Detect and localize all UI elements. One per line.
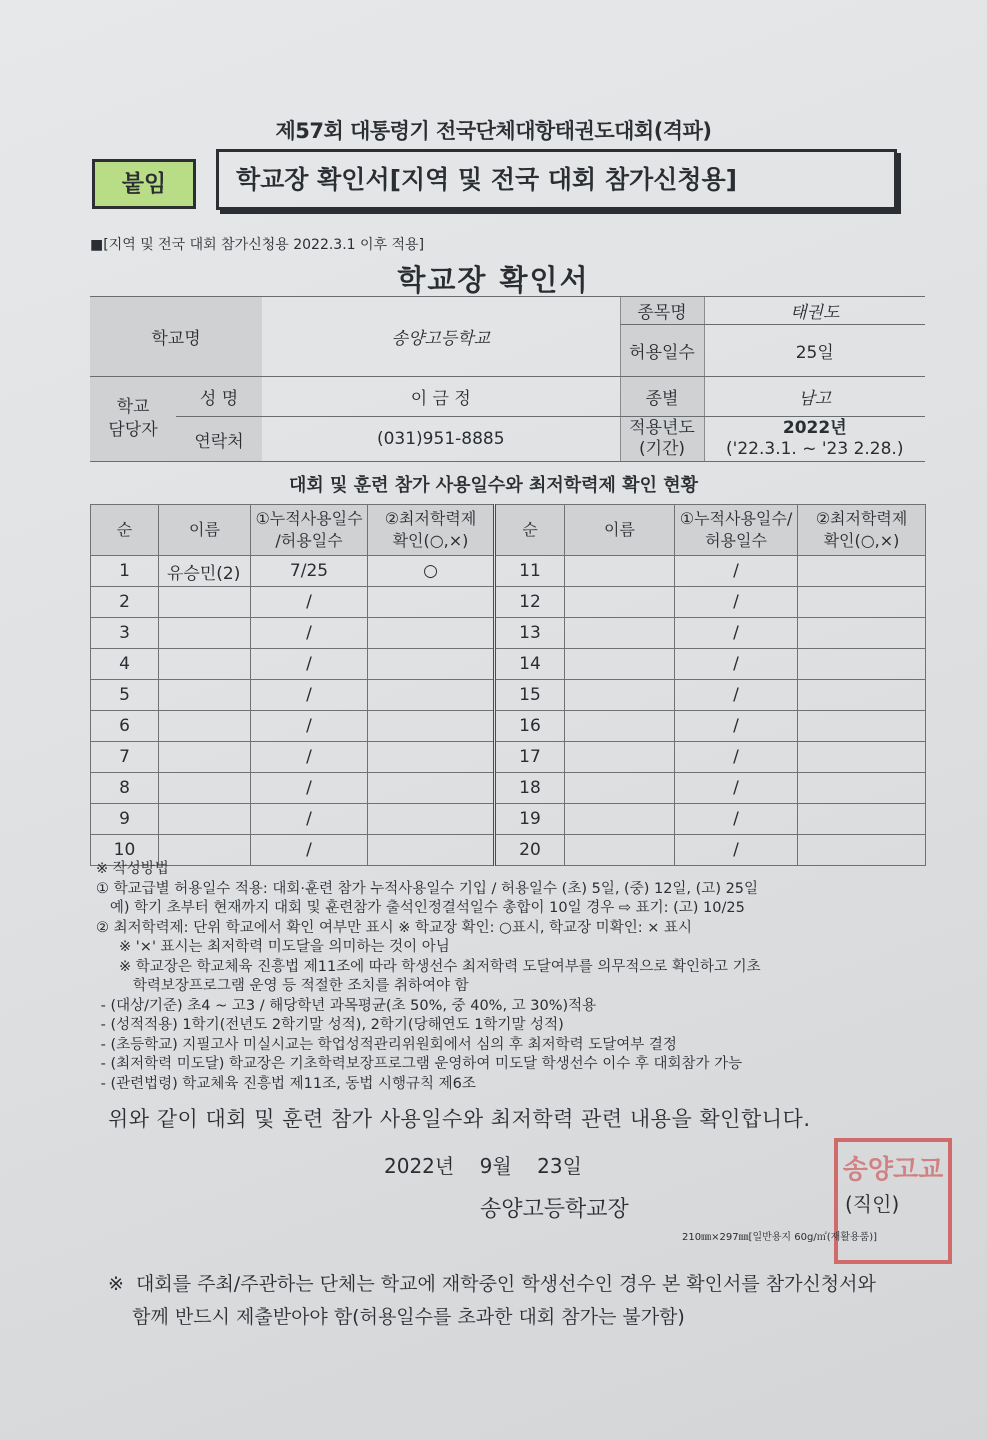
- col-acad-header-right-2: 확인(○,×): [823, 531, 900, 550]
- acad-cell: [368, 618, 495, 649]
- name-cell: [159, 742, 251, 773]
- col-days-header-right: [675, 505, 798, 556]
- acad-cell: [368, 587, 495, 618]
- acad-cell: [368, 773, 495, 804]
- year-value-1: 2022년: [782, 418, 847, 438]
- col-acad-header: [368, 505, 495, 556]
- col-name-header-right: 이름: [565, 505, 675, 556]
- name-cell: [565, 773, 675, 804]
- col-acad-header-1: ②최저학력제: [384, 509, 477, 528]
- note-line: 예) 학기 초부터 현재까지 대회 및 훈련참가 출석인정결석일수 총합이 10일 경우 ⇨ 표기: (고) 10/25: [96, 900, 745, 916]
- acad-cell: [368, 742, 495, 773]
- table-row: [91, 804, 926, 835]
- name-cell: [159, 680, 251, 711]
- no-cell: 2: [91, 587, 159, 618]
- contest-title: 제57회 대통령기 전국단체대항태권도대회(격파): [275, 119, 712, 143]
- name-cell: [565, 711, 675, 742]
- paper-spec: 210㎜×297㎜[일반용지 60g/㎡(재활용품)]: [682, 1232, 878, 1243]
- acad-cell: [798, 649, 926, 680]
- no-cell: 16: [495, 711, 565, 742]
- name-cell: [565, 556, 675, 587]
- footer-note: [108, 1268, 876, 1334]
- col-name-header: 이름: [159, 505, 251, 556]
- no-cell: 13: [495, 618, 565, 649]
- days-cell: /: [251, 711, 368, 742]
- no-cell: 19: [495, 804, 565, 835]
- col-no-header-right: 순: [495, 505, 565, 556]
- year-value: [704, 417, 925, 462]
- acad-cell: [798, 680, 926, 711]
- official-seal: 송양고교: [834, 1138, 952, 1264]
- days-cell: /: [251, 804, 368, 835]
- form-title: 학교장 확인서: [397, 263, 590, 297]
- days-cell: /: [251, 587, 368, 618]
- acad-cell: [798, 618, 926, 649]
- days-cell: /: [675, 556, 798, 587]
- acad-cell: [368, 649, 495, 680]
- name-cell: [565, 587, 675, 618]
- col-days-header-right-2: 허용일수: [705, 531, 767, 550]
- footer-line-2: 함께 반드시 제출받아야 함(허용일수를 초과한 대회 참가는 불가함): [108, 1306, 685, 1328]
- contact-group-label: [90, 377, 176, 462]
- contact-group-label-2: 담당자: [108, 420, 158, 440]
- name-cell: [565, 680, 675, 711]
- section-title: 대회 및 훈련 참가 사용일수와 최저학력제 확인 현황: [288, 475, 698, 496]
- table-row: [91, 618, 926, 649]
- name-cell: [159, 711, 251, 742]
- name-cell: [565, 649, 675, 680]
- days-cell: /: [251, 680, 368, 711]
- name-cell: [565, 742, 675, 773]
- note-line: ※ 작성방법: [96, 861, 169, 877]
- table-row: [91, 587, 926, 618]
- col-days-header-1: ①누적사용일수: [255, 509, 363, 528]
- no-cell: 17: [495, 742, 565, 773]
- col-days-header-right-1: ①누적사용일수/: [679, 509, 793, 528]
- name-cell: [159, 587, 251, 618]
- no-cell: 4: [91, 649, 159, 680]
- contact-group-label-1: 학교: [116, 397, 150, 417]
- no-cell: 20: [495, 835, 565, 866]
- person-name-value: 이 금 정: [262, 377, 620, 417]
- name-cell: 유승민(2): [159, 556, 251, 587]
- note-line: ※ 학교장은 학교체육 진흥법 제11조에 따라 학생선수 최저학력 도달여부를 의무적으로 확인하고 기초: [96, 958, 761, 975]
- days-cell: /: [675, 835, 798, 866]
- name-cell: [565, 618, 675, 649]
- table-row: [91, 742, 926, 773]
- days-cell: /: [675, 711, 798, 742]
- no-cell: 8: [91, 773, 159, 804]
- person-name-label: 성 명: [176, 377, 262, 417]
- school-info-table: [90, 296, 925, 462]
- attachment-tag: 붙임: [92, 159, 196, 209]
- note-line: - (대상/기준) 초4 ~ 고3 / 해당학년 과목평균(초 50%, 중 40%, 고 30%)적용: [96, 997, 597, 1014]
- phone-value: (031)951-8885: [262, 417, 620, 462]
- col-acad-header-right: [798, 505, 926, 556]
- col-acad-header-2: 확인(○,×): [392, 531, 469, 550]
- usage-table: [90, 504, 926, 866]
- year-label-2: (기간): [638, 439, 686, 459]
- days-cell: /: [251, 742, 368, 773]
- note-line: - (최저학력 미도달) 학교장은 기초학력보장프로그램 운영하여 미도달 학생선수 이수 후 대회참가 가능: [96, 1056, 743, 1072]
- days-cell: /: [675, 742, 798, 773]
- acad-cell: [368, 680, 495, 711]
- seal-label: (직인): [845, 1192, 900, 1216]
- no-cell: 14: [495, 649, 565, 680]
- acad-cell: ○: [368, 556, 495, 587]
- name-cell: [159, 618, 251, 649]
- school-name-value: 송양고등학교: [262, 297, 620, 377]
- acad-cell: [368, 804, 495, 835]
- no-cell: 1: [91, 556, 159, 587]
- days-cell: /: [675, 773, 798, 804]
- acad-cell: [798, 773, 926, 804]
- year-value-2: ('22.3.1. ~ '23 2.28.): [726, 439, 904, 459]
- acad-cell: [798, 835, 926, 866]
- days-cell: /: [675, 649, 798, 680]
- table-row: [91, 680, 926, 711]
- no-cell: 12: [495, 587, 565, 618]
- col-days-header: [251, 505, 368, 556]
- days-cell: /: [251, 835, 368, 866]
- year-label: [620, 417, 704, 462]
- applies-note: ■[지역 및 전국 대회 참가신청용 2022.3.1 이후 적용]: [90, 237, 425, 253]
- no-cell: 15: [495, 680, 565, 711]
- school-name-label: 학교명: [90, 297, 262, 377]
- col-no-header: 순: [91, 505, 159, 556]
- days-cell: 7/25: [251, 556, 368, 587]
- sport-value: 태권도: [704, 297, 925, 325]
- category-label: 종별: [620, 377, 704, 417]
- days-cell: /: [675, 587, 798, 618]
- no-cell: 11: [495, 556, 565, 587]
- writing-instructions: [96, 860, 761, 1094]
- note-line: ② 최저학력제: 단위 학교에서 확인 여부만 표시 ※ 학교장 확인: ○표시, 학교장 미확인: × 표시: [96, 919, 692, 936]
- note-line: - (관련법령) 학교체육 진흥법 제11조, 동법 시행규칙 제6조: [96, 1075, 476, 1092]
- col-acad-header-right-1: ②최저학력제: [815, 509, 908, 528]
- days-cell: /: [675, 618, 798, 649]
- acad-cell: [798, 587, 926, 618]
- allowed-days-value: 25일: [704, 325, 925, 377]
- acad-cell: [798, 711, 926, 742]
- no-cell: 3: [91, 618, 159, 649]
- acad-cell: [798, 742, 926, 773]
- no-cell: 6: [91, 711, 159, 742]
- acad-cell: [798, 804, 926, 835]
- no-cell: 18: [495, 773, 565, 804]
- category-value: 남고: [704, 377, 925, 417]
- acad-cell: [798, 556, 926, 587]
- note-line: - (성적적용) 1학기(전년도 2학기말 성적), 2학기(당해연도 1학기말 성적): [96, 1017, 564, 1033]
- principal-name: 송양고등학교장: [480, 1197, 629, 1222]
- days-cell: /: [251, 649, 368, 680]
- table-row: [91, 556, 926, 587]
- days-cell: /: [675, 680, 798, 711]
- table-row: [91, 773, 926, 804]
- issue-date: 2022년 9월 23일: [384, 1154, 582, 1178]
- days-cell: /: [251, 773, 368, 804]
- name-cell: [565, 804, 675, 835]
- document-box-title: 학교장 확인서[지역 및 전국 대회 참가신청용]: [216, 149, 897, 210]
- days-cell: /: [251, 618, 368, 649]
- sport-label: 종목명: [620, 297, 704, 325]
- allowed-days-label: 허용일수: [620, 325, 704, 377]
- note-line: - (초등학교) 지필고사 미실시교는 학업성적관리위원회에서 심의 후 최저학력 도달여부 결정: [96, 1036, 677, 1053]
- days-cell: /: [675, 804, 798, 835]
- name-cell: [159, 649, 251, 680]
- note-line: ① 학교급별 허용일수 적용: 대회·훈련 참가 누적사용일수 기입 / 허용일수 (초) 5일, (중) 12일, (고) 25일: [96, 880, 759, 897]
- name-cell: [159, 804, 251, 835]
- col-days-header-2: /허용일수: [275, 531, 343, 550]
- year-label-1: 적용년도: [629, 418, 695, 438]
- note-line: ※ '×' 표시는 최저학력 미도달을 의미하는 것이 아님: [96, 939, 450, 955]
- confirm-statement: 위와 같이 대회 및 훈련 참가 사용일수와 최저학력 관련 내용을 확인합니다.: [108, 1107, 811, 1131]
- table-header-row: [91, 505, 926, 556]
- phone-label: 연락처: [176, 417, 262, 462]
- name-cell: [159, 773, 251, 804]
- table-row: [91, 711, 926, 742]
- footer-line-1: ※ 대회를 주최/주관하는 단체는 학교에 재학중인 학생선수인 경우 본 확인서를 참가신청서와: [108, 1273, 876, 1295]
- note-line: 학력보장프로그램 운영 등 적절한 조치를 취하여야 함: [96, 978, 469, 994]
- no-cell: 9: [91, 804, 159, 835]
- no-cell: 7: [91, 742, 159, 773]
- no-cell: 10: [91, 835, 159, 866]
- no-cell: 5: [91, 680, 159, 711]
- table-row: [91, 649, 926, 680]
- acad-cell: [368, 711, 495, 742]
